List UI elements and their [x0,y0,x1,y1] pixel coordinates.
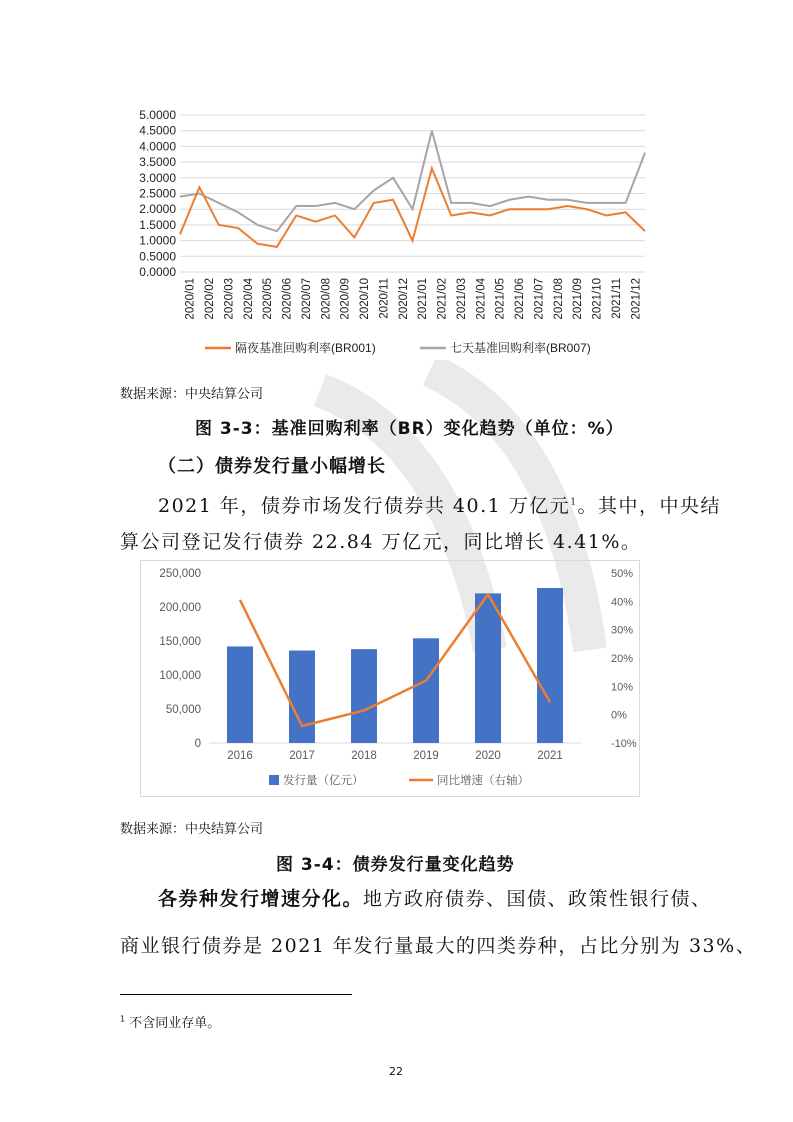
y2-tick-label: 50% [611,568,634,580]
y-tick-label: 2.5000 [139,186,176,201]
x-tick-label: 2020/10 [359,278,372,320]
y-tick-label: 0.5000 [139,249,176,264]
y-tick-label: 3.0000 [139,170,176,185]
y2-tick-label: 10% [611,681,634,694]
legend-label: 七天基准回购利率(BR007) [450,341,591,355]
y2-tick-label: -10% [611,738,637,750]
x-tick-label: 2020/06 [281,278,294,320]
y-tick-label: 250,000 [159,568,201,580]
x-tick-label: 2021/10 [591,278,604,320]
y-tick-label: 2.0000 [139,202,176,217]
y-tick-label: 3.5000 [139,155,176,170]
y2-tick-label: 40% [611,596,634,609]
x-tick-label: 2020/05 [262,278,275,320]
paragraph-1-text: 2021 年，债券市场发行债券共 40.1 万亿元 [158,495,571,517]
footnote-text: 不含同业存单。 [129,1016,221,1031]
footnote-separator [120,994,352,995]
y2-tick-label: 0% [611,709,627,722]
y2-tick-label: 20% [611,653,634,665]
x-tick-label: 2020/07 [300,278,313,320]
x-tick-label: 2020/08 [320,278,333,320]
legend-label: 发行量（亿元） [283,775,364,787]
legend-label: 同比增速（右轴） [437,775,529,787]
page-number: 22 [389,1065,403,1078]
x-tick-label: 2021/11 [610,278,623,319]
x-tick-label: 2021/05 [494,278,507,320]
section-heading: （二）债券发行量小幅增长 [158,456,386,477]
paragraph-2-text: 地方政府债券、国债、政策性银行债、 [363,888,712,910]
y-tick-label: 4.5000 [139,123,176,138]
issuance-chart-frame [140,560,640,797]
y-tick-label: 4.0000 [139,139,176,154]
paragraph-2-line-2: 商业银行债券是 2021 年发行量最大的四类券种，占比分别为 33%、 [120,935,757,957]
y-tick-label: 1.0000 [139,233,176,248]
x-tick-label: 2020/09 [339,278,352,320]
y-tick-label: 150,000 [159,636,201,648]
footnote-mark: 1 [120,1014,126,1024]
x-tick-label: 2021/09 [572,278,585,320]
issuance-combo-chart [141,561,639,796]
x-tick-label: 2021/06 [514,278,527,320]
bar [351,649,377,743]
figure-caption-3-4: 图 3-4：债券发行量变化趋势 [276,855,515,875]
y-tick-label: 0 [194,738,201,750]
y-tick-label: 50,000 [165,704,201,716]
legend-swatch-bar [269,775,279,785]
x-tick-label: 2020/11 [378,278,391,319]
figure-caption-3-3: 图 3-3：基准回购利率（BR）变化趋势（单位：%） [195,419,624,439]
y2-tick-label: 30% [611,624,634,637]
x-tick-label: 2016 [227,750,253,762]
bar [413,638,439,743]
x-tick-label: 2021/01 [417,278,430,320]
y-tick-label: 5.0000 [139,108,176,122]
series-line [180,131,645,231]
bar [537,588,563,743]
x-tick-label: 2018 [351,750,377,762]
br-rate-line-chart [120,100,660,365]
x-tick-label: 2020/01 [184,278,197,320]
x-tick-label: 2021/02 [436,278,449,320]
bar [475,593,501,743]
footnote [120,1012,220,1031]
x-tick-label: 2021/12 [630,278,643,320]
x-tick-label: 2020/03 [223,278,236,320]
paragraph-1-text-end: 。其中，中央结 [577,495,722,517]
growth-line [240,594,550,726]
paragraph-2-lead: 各券种发行增速分化。 [158,888,364,910]
y-tick-label: 0.0000 [139,265,176,279]
x-tick-label: 2019 [413,750,439,762]
bar [227,646,253,743]
x-tick-label: 2017 [289,750,315,762]
x-tick-label: 2020/12 [397,278,410,320]
x-tick-label: 2020/04 [242,278,255,320]
y-tick-label: 100,000 [159,670,201,682]
x-tick-label: 2021 [537,750,563,762]
x-tick-label: 2020/02 [204,278,217,320]
x-tick-label: 2021/04 [475,278,488,320]
paragraph-1-line-1 [158,491,721,518]
source-note-1: 数据来源：中央结算公司 [120,387,264,402]
paragraph-1-line-2: 算公司登记发行债券 22.84 万亿元，同比增长 4.41%。 [120,531,642,553]
legend-label: 隔夜基准回购利率(BR001) [235,341,376,355]
source-note-2: 数据来源：中央结算公司 [120,822,264,837]
paragraph-2-line-1 [158,884,712,911]
footnote-reference[interactable]: 1 [570,497,578,508]
x-tick-label: 2021/03 [455,278,468,320]
x-tick-label: 2021/08 [552,278,565,320]
bar [289,651,315,743]
y-tick-label: 200,000 [159,602,201,614]
x-tick-label: 2020 [475,750,501,762]
x-tick-label: 2021/07 [533,278,546,320]
y-tick-label: 1.5000 [139,217,176,232]
